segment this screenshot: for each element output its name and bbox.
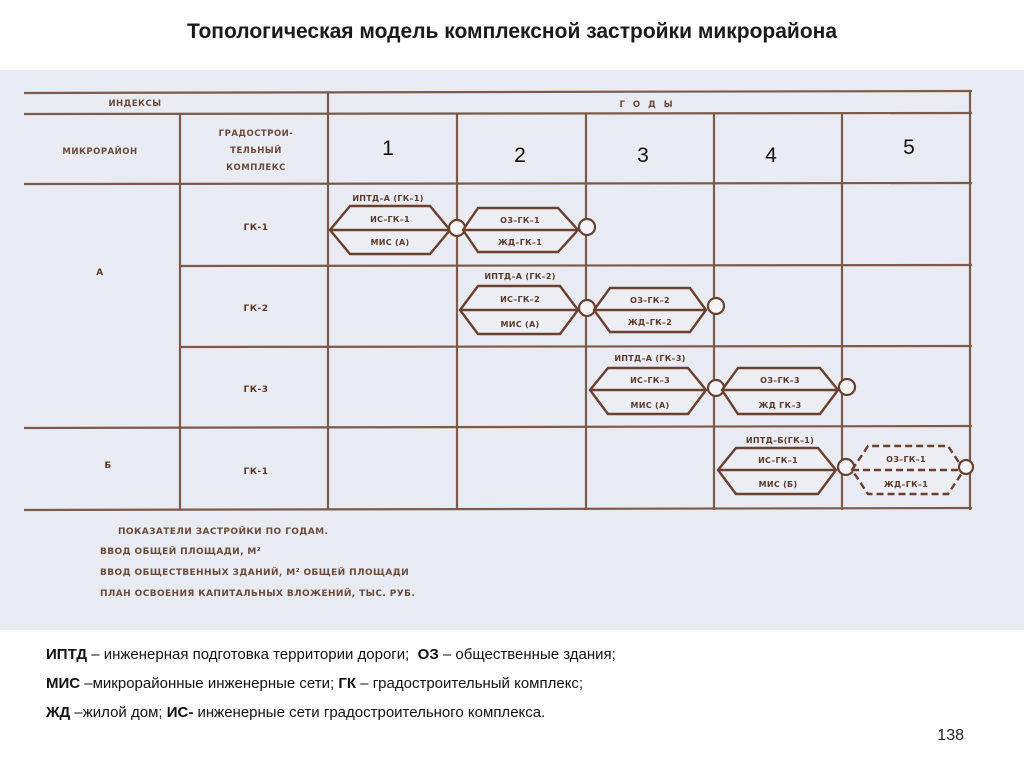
legend-def: –жилой дом; <box>70 704 167 721</box>
indicator-line-1: ВВОД ОБЩЕЙ ПЛОЩАДИ, М² <box>100 547 262 557</box>
node-iptd-b-gk1 <box>718 436 836 494</box>
node-iptd-a-gk2 <box>460 272 578 334</box>
node-bottom-text: МИС (А) <box>630 401 670 410</box>
node-top-text: ИС–ГК–3 <box>630 376 670 385</box>
legend-term: ИС- <box>166 704 194 721</box>
event-circle <box>579 300 595 316</box>
complex-row-2: ГК-2 <box>243 304 269 314</box>
topology-diagram <box>0 70 1024 630</box>
complex-row-3: ГК-3 <box>243 385 269 395</box>
node-iptd-a-gk3 <box>590 354 706 414</box>
node-label: ИПТД–А (ГК–2) <box>484 272 556 281</box>
legend-def: инженерные сети градостроительного комплекса. <box>193 704 546 721</box>
header-complex-line-1: ГРАДОСТРОИ- <box>218 129 294 139</box>
legend-def: – общественные здания; <box>438 646 616 663</box>
node-top-text: ИС–ГК–1 <box>370 215 410 224</box>
legend-term: ГК <box>338 675 357 692</box>
slide-title: Топологическая модель комплексной застройки микрорайона <box>186 20 838 43</box>
node-oz-gk3 <box>722 368 838 414</box>
node-top-text: ОЗ–ГК–1 <box>886 455 926 464</box>
event-circle <box>708 380 724 396</box>
legend-term: ИПТД <box>46 646 88 663</box>
node-iptd-a-gk1 <box>330 194 450 254</box>
legend-line-3 <box>46 698 616 727</box>
indicator-line-3: ПЛАН ОСВОЕНИЯ КАПИТАЛЬНЫХ ВЛОЖЕНИЙ, ТЫС. РУБ. <box>100 589 416 599</box>
node-bottom-text: ЖД–ГК–2 <box>627 318 673 327</box>
event-circle <box>449 220 465 236</box>
node-bottom-text: ЖД–ГК–1 <box>497 238 543 247</box>
header-years: ГОДЫ <box>619 100 681 110</box>
year-2: 2 <box>514 144 526 167</box>
node-top-text: ИС–ГК–2 <box>500 295 540 304</box>
node-oz-gk1 <box>463 208 578 252</box>
node-top-text: ОЗ–ГК–3 <box>760 376 800 385</box>
microdistrict-b: Б <box>104 461 112 471</box>
node-oz-gk2 <box>594 288 706 332</box>
node-top-text: ИС–ГК–1 <box>758 456 798 465</box>
node-bottom-text: МИС (А) <box>370 238 410 247</box>
page-number: 138 <box>937 727 964 744</box>
legend-line-2 <box>46 669 616 698</box>
node-label: ИПТД–Б(ГК–1) <box>745 436 815 445</box>
event-circle <box>839 379 855 395</box>
event-circle <box>708 298 724 314</box>
complex-row-1: ГК-1 <box>243 223 269 233</box>
year-4: 4 <box>765 144 777 167</box>
legend-line-1 <box>46 640 616 669</box>
node-bottom-text: ЖД–ГК–1 <box>883 480 929 489</box>
legend-term: ЖД <box>46 704 71 721</box>
legend-term: МИС <box>46 675 81 692</box>
node-bottom-text: МИС (А) <box>500 320 540 329</box>
node-top-text: ОЗ–ГК–2 <box>630 296 670 305</box>
legend-def: – инженерная подготовка территории дороги; <box>87 646 418 663</box>
event-circle <box>959 460 973 474</box>
header-complex-line-2: ТЕЛЬНЫЙ <box>230 146 282 156</box>
legend-def: –микрорайонные инженерные сети; <box>80 675 339 692</box>
node-top-text: ОЗ–ГК–1 <box>500 216 540 225</box>
node-bottom-text: ЖД ГК–3 <box>758 401 802 410</box>
event-circle <box>579 219 595 235</box>
header-microdistrict: МИКРОРАЙОН <box>62 147 138 157</box>
header-complex-line-3: КОМПЛЕКС <box>226 163 286 173</box>
complex-row-4: ГК-1 <box>243 467 269 477</box>
legend-term: ОЗ <box>417 646 439 663</box>
legend <box>46 640 616 727</box>
node-oz-gk1-dashed <box>852 446 964 494</box>
indicator-line-2: ВВОД ОБЩЕСТВЕННЫХ ЗДАНИЙ, М² ОБЩЕЙ ПЛОЩАДИ <box>100 568 410 578</box>
event-circle <box>838 459 854 475</box>
year-3: 3 <box>637 144 649 167</box>
year-1: 1 <box>382 137 394 160</box>
node-label: ИПТД–А (ГК–1) <box>352 194 424 203</box>
node-bottom-text: МИС (Б) <box>758 480 798 489</box>
node-label: ИПТД–А (ГК–3) <box>614 354 686 363</box>
header-indices: ИНДЕКСЫ <box>108 99 162 109</box>
legend-def: – градостроительный комплекс; <box>356 675 584 692</box>
year-5: 5 <box>903 136 915 159</box>
indicators-heading: ПОКАЗАТЕЛИ ЗАСТРОЙКИ ПО ГОДАМ. <box>118 527 329 537</box>
microdistrict-a: А <box>96 268 104 278</box>
